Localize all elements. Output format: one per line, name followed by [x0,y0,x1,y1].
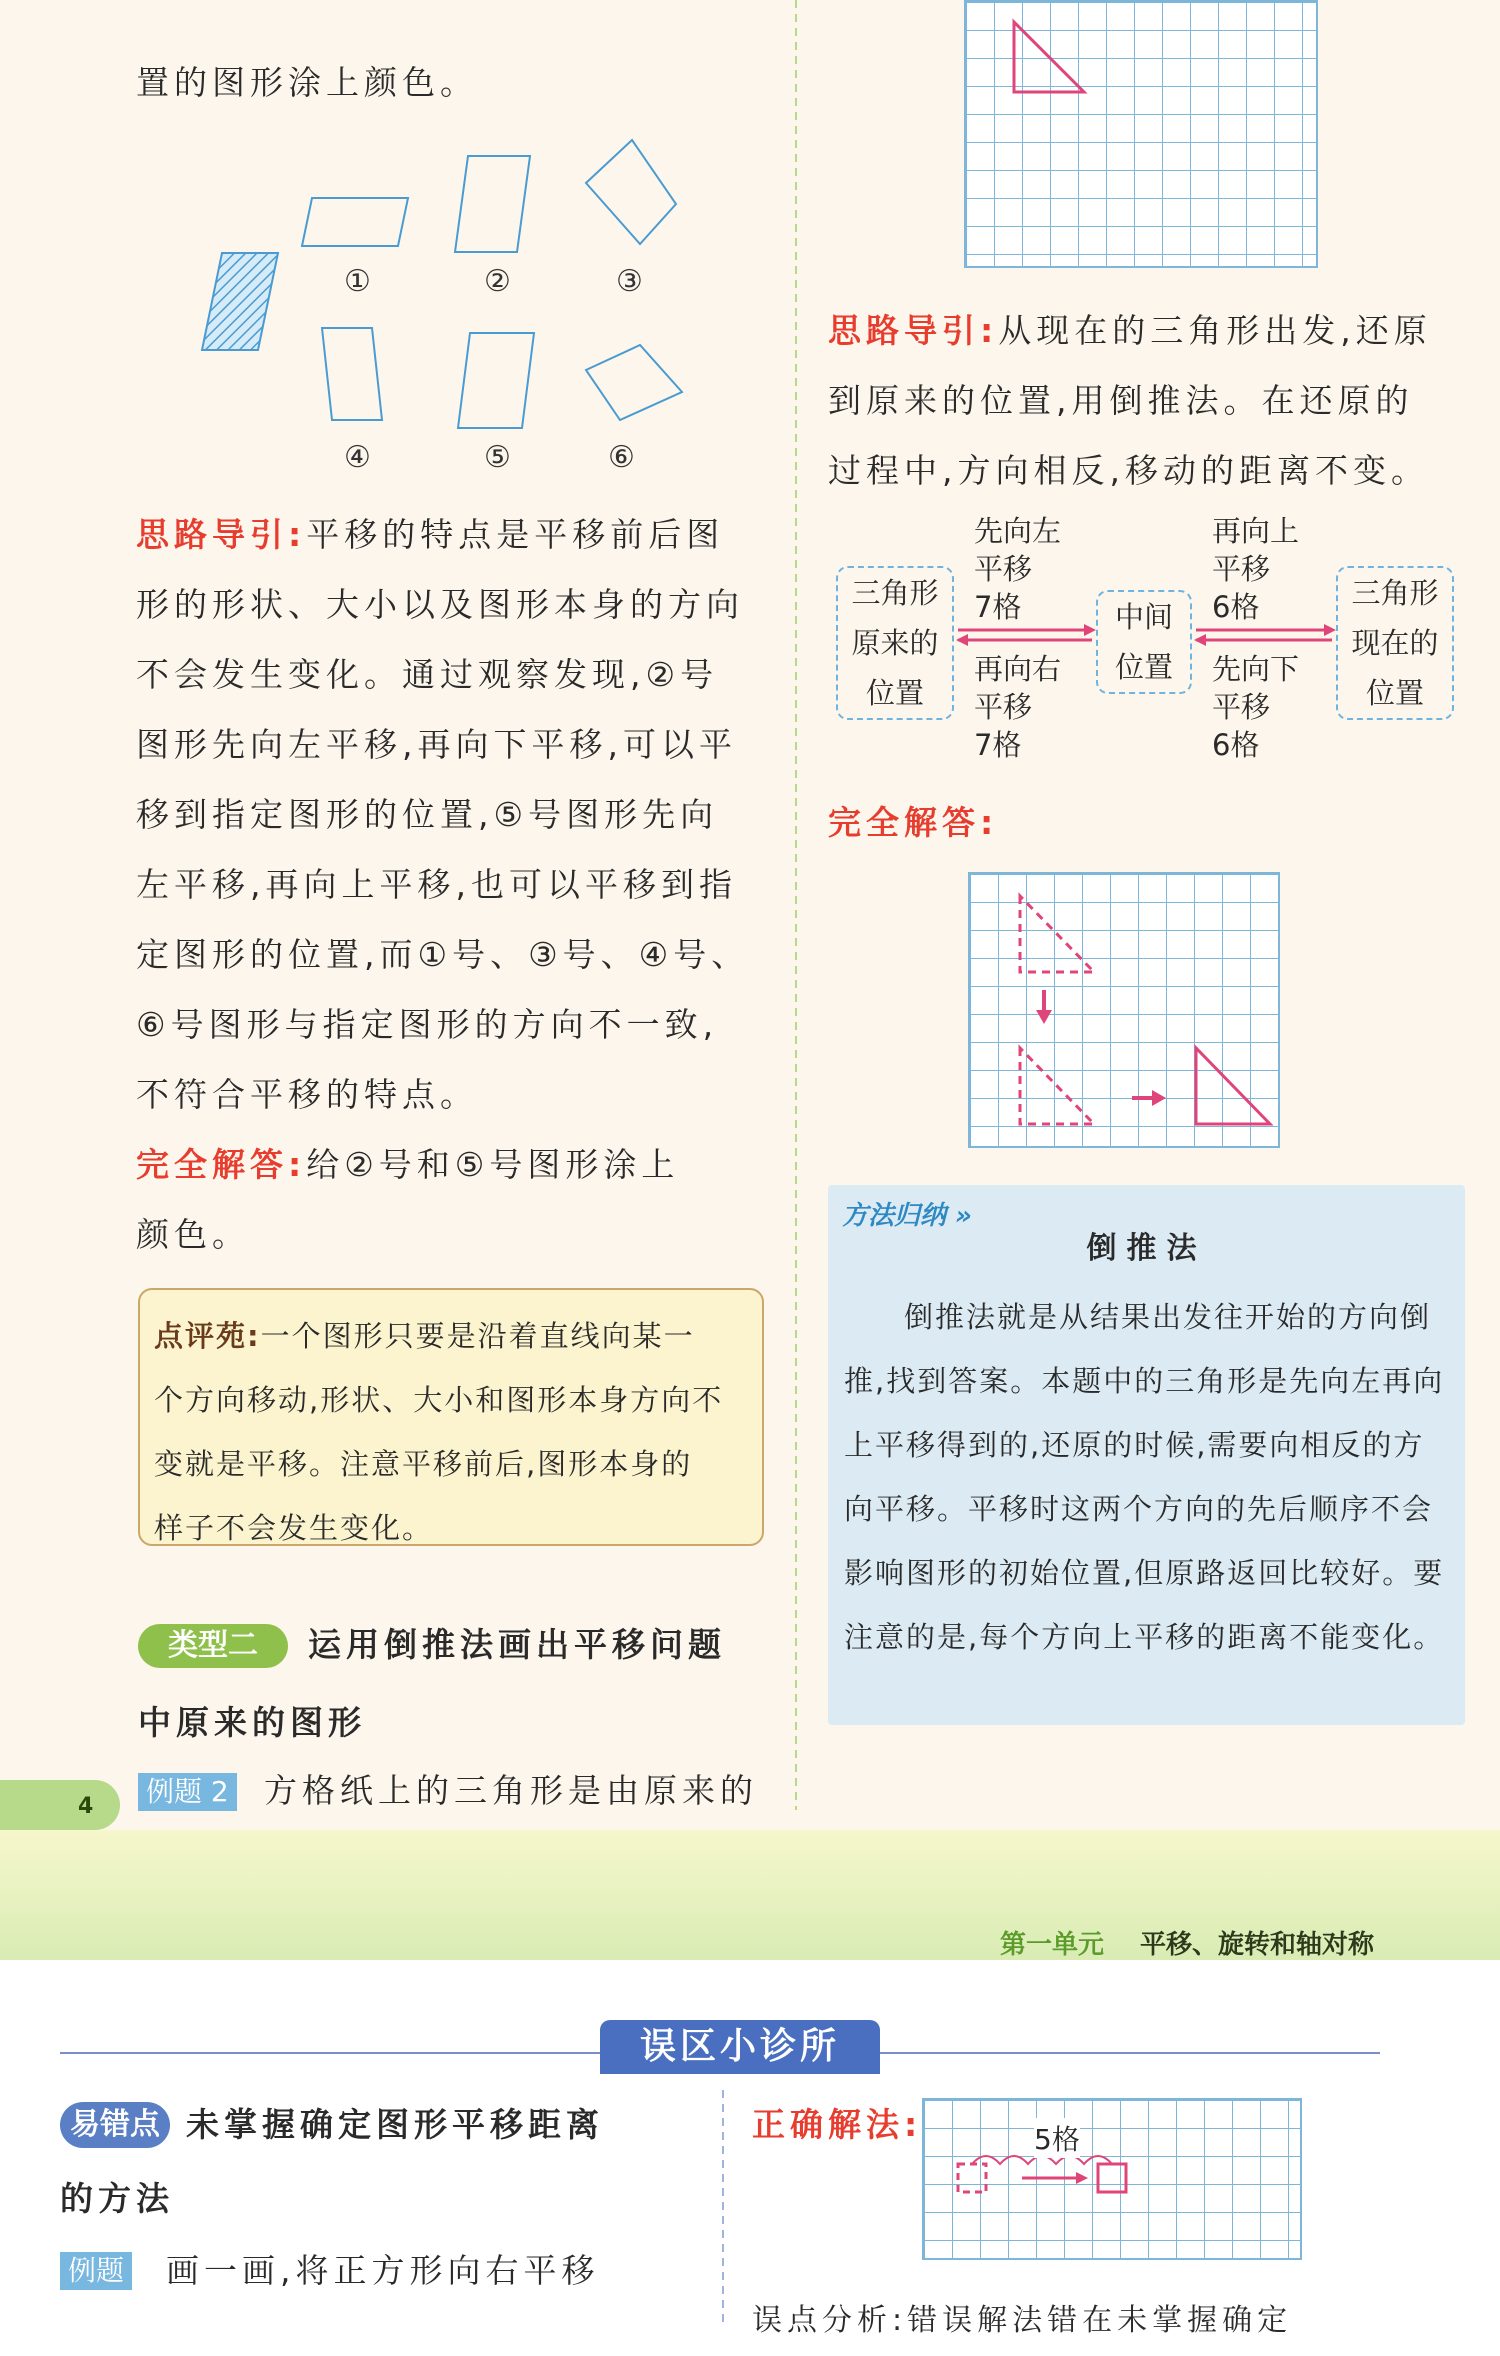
error-title-2: 的方法 [60,2179,174,2218]
page-number: 4 [78,1794,94,1819]
example-label: 例题 [60,2252,132,2290]
unit-text: 第一单元 [1000,1930,1105,1960]
flow-current: 三角形 现在的 位置 [1336,566,1454,720]
shape-label-6: ⑥ [608,440,635,475]
right-answer-label: 完全解答: [828,803,999,842]
right-hint: 思路导引:从现在的三角形出发,还原 到原来的位置,用倒推法。在还原的 过程中,方向相反,移动的距离不变。 [828,311,1432,490]
error-badge: 易错点 [60,2102,170,2148]
correct-label: 正确解法: [752,2105,923,2144]
shape-1 [302,198,408,246]
shape-6 [586,345,682,420]
target-shape [202,253,278,350]
shape-label-4: ④ [344,440,371,475]
answer-label: 完全解答: [136,1145,307,1184]
unit-title: 平移、旋转和轴对称 [1140,1930,1375,1960]
hint-label: 思路导引: [136,515,307,554]
type-badge: 类型二 [138,1624,288,1668]
shapes-figure [200,128,700,488]
flow-bottom-b: 先向下 平移 6格 [1212,652,1300,762]
shape-label-3: ③ [616,264,643,299]
example-2-text: 方格纸上的三角形是由原来的 [264,1771,758,1810]
analysis-text: 误点分析:错误解法错在未掌握确定 [752,2303,1293,2338]
intro-text: 置的图形涂上颜色。 [136,63,478,102]
left-hint: 思路导引:平移的特点是平移前后图 形的形状、大小以及图形本身的方向 不会发生变化。通过观察发现,②号 图形先向左平移,再向下平移,可以平 移到指定图形的位置,⑤号图形先向 左平移,再向上平移,也可以平移到指 定图形的位置,而①号、③号、④号、 ⑥号图形与指定图形的方向不一致, 不符合平移的特点。 完全解答:给②号和⑤号图形涂上 颜色。 [136,515,750,1254]
page-tab [0,1780,120,1830]
example-text: 画一画,将正方形向右平移 [166,2251,600,2290]
shape-label-5: ⑤ [484,440,511,475]
flow-top-a: 先向左 平移 7格 [974,514,1062,624]
shape-2 [455,156,530,252]
section-title: 误区小诊所 [600,2020,880,2074]
grid-label: 5格 [1034,2118,1080,2158]
shape-3 [586,140,676,244]
comment-box: 点评苑:一个图形只要是沿着直线向某一 个方向移动,形状、大小和图形本身方向不 变就是平移。注意平移前后,图形本身的 样子不会发生变化。 [138,1288,764,1546]
method-body: 倒推法就是从结果出发往开始的方向倒推,找到答案。本题中的三角形是先向左再向上平移得到的,还原的时候,需要向相反的方向平移。平移时这两个方向的先后顺序不会影响图形的初始位置,但原路返回比较好。要注意的是,每个方向上平移的距离不能变化。 [844,1300,1445,1654]
method-title: 倒推法 [1086,1231,1207,1266]
column-divider [795,0,797,1810]
method-tag: 方法归纳 » [842,1201,972,1231]
comment-label: 点评苑: [154,1319,261,1353]
flow-original: 三角形 原来的 位置 [836,566,954,720]
type-title-2: 中原来的图形 [138,1703,366,1742]
answer-grid-triangles [968,872,1276,1144]
example-2-label: 例题 2 [138,1773,237,1811]
error-title-1: 未掌握确定图形平移距离 [186,2105,604,2144]
bottom-divider [722,2090,724,2322]
shape-4 [322,328,382,420]
flow-middle: 中间 位置 [1096,590,1192,694]
flow-bottom-a: 再向右 平移 7格 [974,652,1062,762]
type-title-1: 运用倒推法画出平移问题 [308,1625,726,1664]
shape-label-1: ① [344,264,371,299]
shape-5 [458,333,534,428]
shape-label-2: ② [484,264,511,299]
bottom-grid-figure [922,2098,1298,2256]
method-box [828,1185,1465,1725]
flow-top-b: 再向上 平移 6格 [1212,514,1300,624]
right-hint-label: 思路导引: [828,311,999,350]
top-grid-triangle [964,0,1314,264]
